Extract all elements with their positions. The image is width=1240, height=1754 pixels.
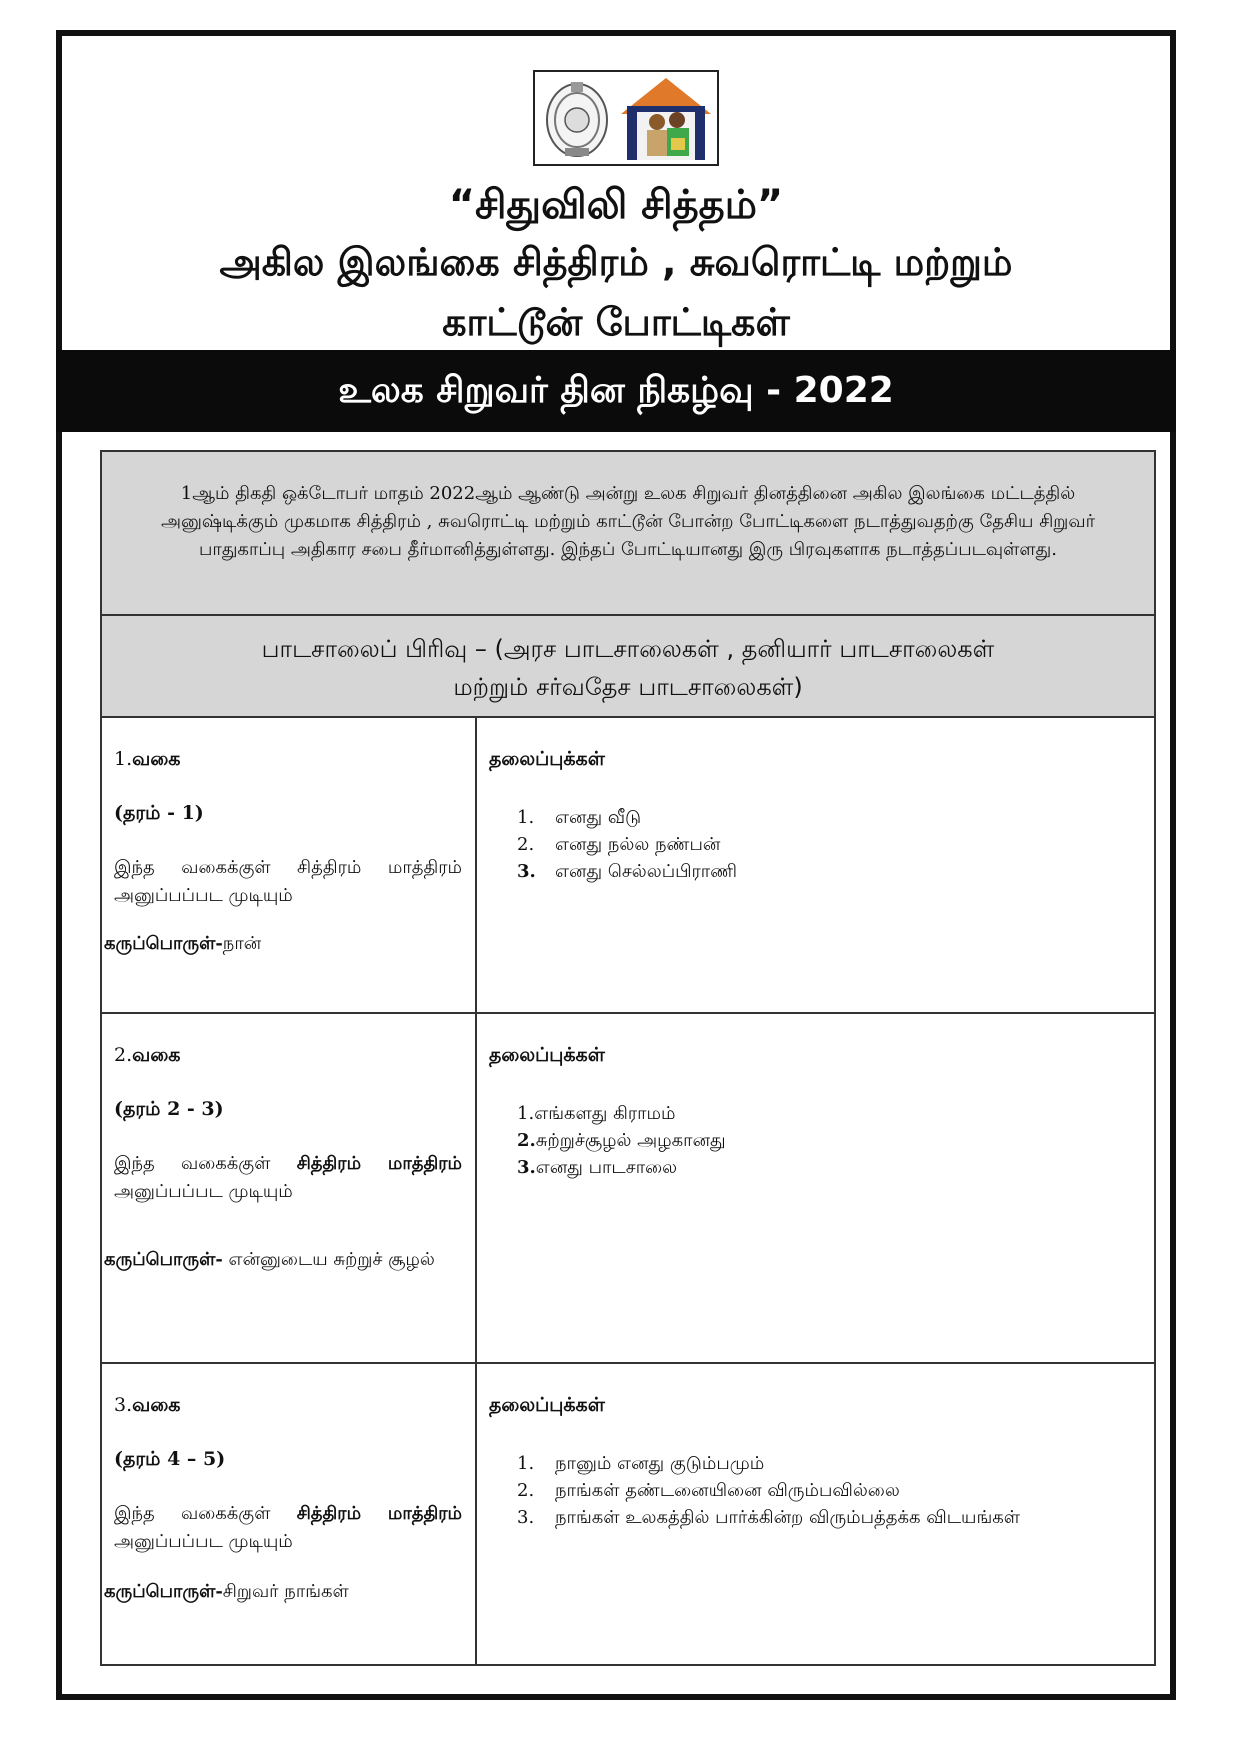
- category-info: [102, 1364, 477, 1664]
- title-line-2: அகில இலங்கை சித்திரம் , சுவரொட்டி மற்றும்: [219, 240, 1013, 284]
- event-banner: உலக சிறுவர் தின நிகழ்வு - 2022: [56, 350, 1176, 432]
- sri-lanka-emblem-icon: [543, 78, 611, 160]
- grade-label: (தரம் 2 - 3): [114, 1098, 224, 1120]
- category-description: இந்த வகைக்குள் சித்திரம் மாத்திரம் அனுப்பப்பட முடியும்: [114, 1503, 462, 1552]
- division-line-1: பாடசாலைப் பிரிவு – (அரச பாடசாலைகள் , தனியார் பாடசாலைகள்: [261, 635, 995, 663]
- intro-text: 1ஆம் திகதி ஒக்டோபர் மாதம் 2022ஆம் ஆண்டு அன்று உலக சிறுவர் தினத்தினை அகில இலங்கை மட்டத்தில் அனுஷ்டிக்கும் முகமாக சித்திரம் , சுவரொட்டி மற்றும் காட்டூன் போன்ற போட்டிகளை நடாத்துவதற்கு தேசிய சிறுவர் பாதுகாப்பு அதிகார சபை தீர்மானித்துள்ளது. இந்தப் போட்டியானது இரு பிரவுகளாக நடாத்தப்படவுள்ளது.: [161, 483, 1095, 560]
- category-row-3: [100, 1362, 1156, 1666]
- category-title: 3.வகை: [114, 1394, 181, 1416]
- category-row-2: [100, 1012, 1156, 1364]
- category-description: இந்த வகைக்குள் சித்திரம் மாத்திரம் அனுப்பப்பட முடியும்: [114, 857, 462, 906]
- theme: கருப்பொருள்-நான்: [104, 933, 262, 954]
- intro-box: [100, 450, 1156, 616]
- topics-heading: தலைப்புக்கள்: [489, 748, 605, 770]
- theme: கருப்பொருள்- என்னுடைய சுற்றுச் சூழல்: [104, 1249, 435, 1270]
- list-item: 1. எனது வீடு: [517, 807, 642, 828]
- topics-list: [517, 804, 737, 885]
- category-info: [102, 1014, 477, 1362]
- topics-heading: தலைப்புக்கள்: [489, 1394, 605, 1416]
- topics-cell: [477, 718, 1154, 1012]
- topics-cell: [477, 1014, 1154, 1362]
- topics-list: [517, 1100, 726, 1181]
- category-row-1: [100, 716, 1156, 1014]
- list-item: 2. எனது நல்ல நண்பன்: [517, 834, 721, 855]
- topics-heading: தலைப்புக்கள்: [489, 1044, 605, 1066]
- list-item: 3. எனது செல்லப்பிராணி: [517, 861, 737, 882]
- grade-label: (தரம் 4 – 5): [114, 1448, 226, 1470]
- category-title: 2.வகை: [114, 1044, 181, 1066]
- category-title: 1.வகை: [114, 748, 181, 770]
- topics-cell: [477, 1364, 1154, 1664]
- list-item: 2.சுற்றுச்சூழல் அழகானது: [517, 1130, 726, 1151]
- list-item: 3.எனது பாடசாலை: [517, 1157, 678, 1178]
- theme: கருப்பொருள்-சிறுவர் நாங்கள்: [104, 1581, 349, 1602]
- division-line-2: மற்றும் சர்வதேச பாடசாலைகள்): [453, 673, 803, 701]
- list-item: 1.எங்களது கிராமம்: [517, 1103, 676, 1124]
- title-line-1: “சிதுவிலி சித்தம்”: [448, 182, 784, 228]
- category-description: இந்த வகைக்குள் சித்திரம் மாத்திரம் அனுப்பப்பட முடியும்: [114, 1153, 462, 1202]
- family-house-logo-icon: [619, 76, 713, 162]
- school-division-header: [100, 614, 1156, 718]
- grade-label: (தரம் - 1): [114, 802, 204, 824]
- title-line-3: காட்டூன் போட்டிகள்: [442, 300, 790, 344]
- list-item: 3. நாங்கள் உலகத்தில் பார்க்கின்ற விரும்பத்தக்க விடயங்கள்: [517, 1507, 1021, 1528]
- topics-list: [517, 1450, 1035, 1531]
- list-item: 1. நானும் எனது குடும்பமும்: [517, 1453, 765, 1474]
- category-info: [102, 718, 477, 1012]
- logo-box: [533, 70, 719, 166]
- list-item: 2. நாங்கள் தண்டனையினை விரும்பவில்லை: [517, 1480, 900, 1501]
